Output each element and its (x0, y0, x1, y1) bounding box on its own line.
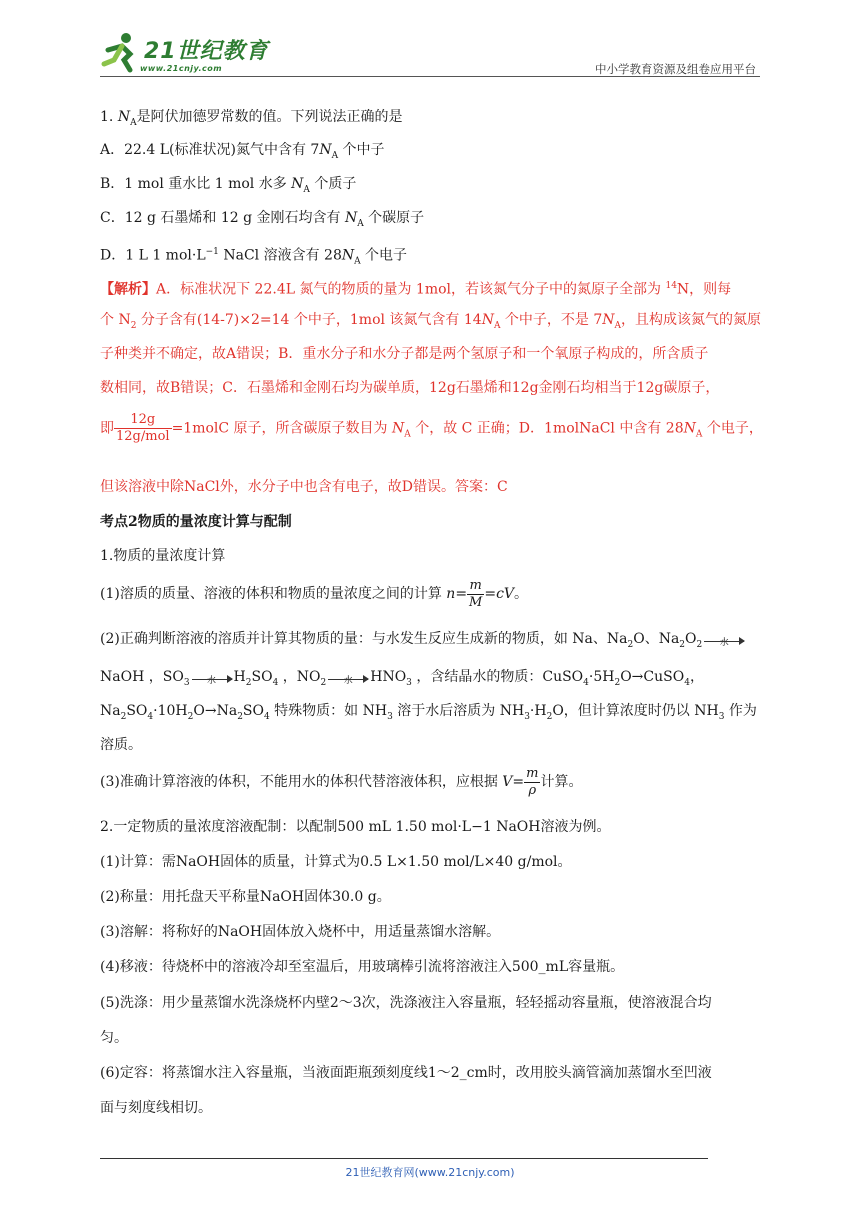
formula-paragraph: (1)溶质的质量、溶液的体积和物质的量浓度之间的计算 n= $\frac{m}{M}$ =cV。 (100, 577, 529, 610)
analysis-line-3: 子种类并不确定，故A错误；B．重水分子和水分子都是两个氢原子和一个氧原子构成的，所含质子 (100, 346, 709, 362)
step-1: (1)计算：需NaOH固体的质量，计算式为0.5 L×1.50 mol/L×40 g/mol。 (100, 854, 572, 870)
option-b: B．1 mol 重水比 1 mol 水多 $N_A$ 个质子 (100, 176, 357, 195)
solute-paragraph-1: (2)正确判断溶液的溶质并计算其物质的量：与水发生反应生成新的物质，如 Na、$Na_2O$、$Na_2O_2$ 水 (100, 622, 746, 662)
analysis-line-4: 数相同，故B错误；C．石墨烯和金刚石均为碳单质，12g石墨烯和12g金刚石均相当于12g碳原子， (100, 380, 720, 396)
step-2: (2)称量：用托盘天平称量NaOH固体30.0 g。 (100, 889, 391, 905)
solute-paragraph-4: 溶质。 (100, 737, 142, 753)
fraction: $\frac{12g}{\text{12g/mol}}$ (116, 412, 170, 444)
reaction-arrow: 水 (704, 632, 744, 646)
option-d: D．1 L 1 $mol\cdot L^{-1}$ NaCl 溶液含有 $28N_A$ 个电子 (100, 247, 408, 267)
analysis-line-5: 即 $\frac{12g}{\text{12g/mol}}$ =1molC 原子，所含碳原子数目为 $N_A$ 个，故 C 正确；D．1molNaCl 中含有 $28N_A$ 个电子， (100, 412, 763, 444)
subsection-2: 2.一定物质的量浓度溶液配制：以配制500 mL 1.50 mol·L−1 NaOH溶液为例。 (100, 819, 611, 835)
header-slogan: 中小学教育资源及组卷应用平台 (595, 62, 756, 76)
analysis-line-6: 但该溶液中除NaCl外，水分子中也含有电子，故D错误。答案：C (100, 479, 508, 495)
step-5-cont: 匀。 (100, 1030, 128, 1046)
option-c: C．12 g 石墨烯和 12 g 金刚石均含有 $N_A$ 个碳原子 (100, 210, 425, 229)
logo-url: www.21cnjy.com (140, 64, 223, 73)
solute-paragraph-2: NaOH ，$SO_3$ 水 $H_2SO_4$ ，$NO_2$ 水 $HNO_3$ ，含结晶水的物质：$CuSO_4\cdot 5H_2O\to CuSO_4$， (100, 669, 704, 688)
logo-text: 21世纪教育 (144, 39, 269, 64)
option-a: A．22.4 L(标准状况)氮气中含有 $7N_A$ 个中子 (100, 142, 385, 161)
step-6: (6)定容：将蒸馏水注入容量瓶，当液面距瓶颈刻度线1～2_cm时，改用胶头滴管滴加蒸馏水至凹液 (100, 1065, 712, 1081)
analysis-line-2: 个 $N_2$ 分子含有(14-7)×2=14 个中子，1mol 该氮气含有 $14N_A$ 个中子，不是 $7N_A$，且构成该氮气的氮原 (100, 312, 762, 331)
step-3: (3)溶解：将称好的NaOH固体放入烧杯中，用适量蒸馏水溶解。 (100, 924, 501, 940)
page-header (100, 30, 760, 80)
question-stem: 1. $N_A$是阿伏加德罗常数的值。下列说法正确的是 (100, 109, 403, 128)
logo (100, 30, 270, 78)
reaction-arrow: 水 (328, 670, 368, 684)
step-4: (4)移液：待烧杯中的溶液冷却至室温后，用玻璃棒引流将溶液注入500_mL容量瓶。 (100, 959, 625, 975)
footer-divider (100, 1158, 708, 1159)
section-title: 考点2物质的量浓度计算与配制 (100, 514, 292, 530)
subsection-1: 1.物质的量浓度计算 (100, 548, 226, 564)
reaction-arrow: 水 (192, 670, 232, 684)
step-6-cont: 面与刻度线相切。 (100, 1100, 212, 1116)
analysis-line-1: 【解析】A．标准状况下 22.4L 氮气的物质的量为 1mol，若该氮气分子中的氮原子全部为 $^{14}$N，则每 (100, 281, 732, 298)
footer-text: 21世纪教育网(www.21cnjy.com) (345, 1166, 515, 1179)
header-divider (100, 76, 760, 77)
step-5: (5)洗涤：用少量蒸馏水洗涤烧杯内壁2～3次，洗涤液注入容量瓶，轻轻摇动容量瓶，使溶液混合均 (100, 995, 712, 1011)
volume-paragraph: (3)准确计算溶液的体积，不能用水的体积代替溶液体积，应根据 V= $\frac{m}{\rho}$ 计算。 (100, 765, 583, 798)
runner-logo-icon (100, 30, 140, 74)
solute-paragraph-3: $Na_2SO_4\cdot 10H_2O\to Na_2SO_4$ 特殊物质：如 $NH_3$ 溶于水后溶质为 $NH_3\cdot H_2O$，但计算浓度时仍以 $NH_3$ 作为 (100, 703, 757, 722)
